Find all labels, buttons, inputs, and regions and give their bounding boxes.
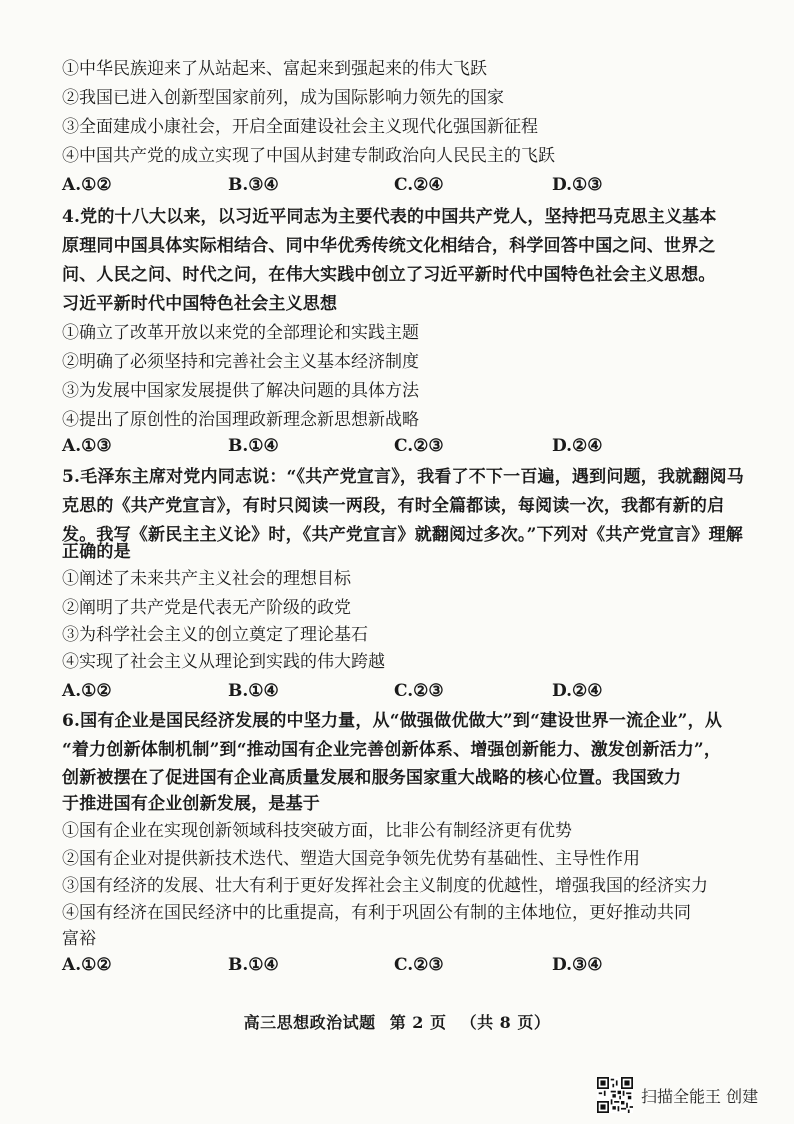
q4-option-b: B.①④: [228, 436, 279, 456]
q5-options: [62, 678, 762, 704]
qr-code-icon: [597, 1077, 633, 1113]
q6-item-4: ④国有经济在国民经济中的比重提高，有利于巩固公有制的主体地位，更好推动共同: [62, 903, 691, 923]
q4-stem-line-1: 4.党的十八大以来，以习近平同志为主要代表的中国共产党人，坚持把马克思主义基本: [62, 207, 717, 227]
q4-item-2: ②明确了必须坚持和完善社会主义基本经济制度: [62, 352, 419, 372]
q6-options: [62, 952, 762, 978]
footer-page-number: 第 2 页: [389, 1013, 447, 1032]
q5-item-4: ④实现了社会主义从理论到实践的伟大跨越: [62, 652, 385, 672]
q4-stem-line-4: 习近平新时代中国特色社会主义思想: [62, 294, 338, 314]
q6-item-3: ③国有经济的发展、壮大有利于更好发挥社会主义制度的优越性，增强我国的经济实力: [62, 876, 708, 896]
q5-option-c: C.②③: [394, 681, 444, 701]
q3-options: [62, 172, 762, 198]
q4-options: [62, 433, 762, 459]
q6-stem-line-1: 6.国有企业是国民经济发展的中坚力量，从“做强做优做大”到“建设世界一流企业”，从: [62, 711, 723, 731]
q5-stem-line-4: 正确的是: [62, 542, 131, 562]
q5-option-b: B.①④: [228, 681, 279, 701]
q6-option-a: A.①②: [62, 955, 112, 975]
q6-stem-line-2: “着力创新体制机制”到“推动国有企业完善创新体系、增强创新能力、激发创新活力”，: [62, 740, 722, 760]
footer-title: 高三思想政治试题: [243, 1013, 376, 1032]
scanner-watermark: [597, 1076, 758, 1114]
scanner-brand-text: 扫描全能王 创建: [641, 1086, 759, 1106]
q3-item-1: ①中华民族迎来了从站起来、富起来到强起来的伟大飞跃: [62, 59, 487, 79]
q6-stem-line-3: 创新被摆在了促进国有企业高质量发展和服务国家重大战略的核心位置。我国致力: [62, 768, 682, 788]
footer-total-pages: （共 8 页）: [460, 1013, 551, 1032]
q5-option-a: A.①②: [62, 681, 112, 701]
q5-stem-line-1: 5.毛泽东主席对党内同志说：“《共产党宣言》，我看了不下一百遍，遇到问题，我就翻阅马: [62, 467, 744, 487]
q3-item-3: ③全面建成小康社会，开启全面建设社会主义现代化强国新征程: [62, 117, 538, 137]
page-footer: [0, 1010, 794, 1033]
q4-item-3: ③为发展中国家发展提供了解决问题的具体方法: [62, 381, 419, 401]
q6-option-d: D.③④: [552, 955, 603, 975]
q3-option-b: B.③④: [228, 175, 279, 195]
q6-stem-line-4: 于推进国有企业创新发展，是基于: [62, 794, 320, 814]
q4-stem-line-2: 原理同中国具体实际相结合、同中华优秀传统文化相结合，科学回答中国之问、世界之: [62, 236, 716, 256]
q3-item-2: ②我国已进入创新型国家前列，成为国际影响力领先的国家: [62, 88, 504, 108]
q4-item-1: ①确立了改革开放以来党的全部理论和实践主题: [62, 323, 419, 343]
q4-option-d: D.②④: [552, 436, 603, 456]
q4-option-a: A.①③: [62, 436, 112, 456]
q4-item-4: ④提出了原创性的治国理政新理念新思想新战略: [62, 410, 419, 430]
q4-option-c: C.②③: [394, 436, 444, 456]
q6-option-b: B.①④: [228, 955, 279, 975]
q5-item-3: ③为科学社会主义的创立奠定了理论基石: [62, 625, 368, 645]
q3-option-d: D.①③: [552, 175, 603, 195]
q5-stem-line-3: 发。我写《新民主主义论》时，《共产党宣言》就翻阅过多次。”下列对《共产党宣言》理解: [62, 525, 743, 545]
q3-option-c: C.②④: [394, 175, 444, 195]
q6-item-2: ②国有企业对提供新技术迭代、塑造大国竞争领先优势有基础性、主导性作用: [62, 849, 640, 869]
q4-stem-line-3: 问、人民之问、时代之问，在伟大实践中创立了习近平新时代中国特色社会主义思想。: [62, 265, 716, 285]
q5-stem-line-2: 克思的《共产党宣言》，有时只阅读一两段，有时全篇都读，每阅读一次，我都有新的启: [62, 496, 725, 516]
q5-option-d: D.②④: [552, 681, 603, 701]
q6-item-1: ①国有企业在实现创新领域科技突破方面，比非公有制经济更有优势: [62, 821, 572, 841]
q5-item-1: ①阐述了未来共产主义社会的理想目标: [62, 569, 351, 589]
q3-item-4: ④中国共产党的成立实现了中国从封建专制政治向人民民主的飞跃: [62, 146, 555, 166]
q6-item-4-continued: 富裕: [62, 929, 96, 949]
q5-item-2: ②阐明了共产党是代表无产阶级的政党: [62, 598, 351, 618]
q3-option-a: A.①②: [62, 175, 112, 195]
q6-option-c: C.②③: [394, 955, 444, 975]
